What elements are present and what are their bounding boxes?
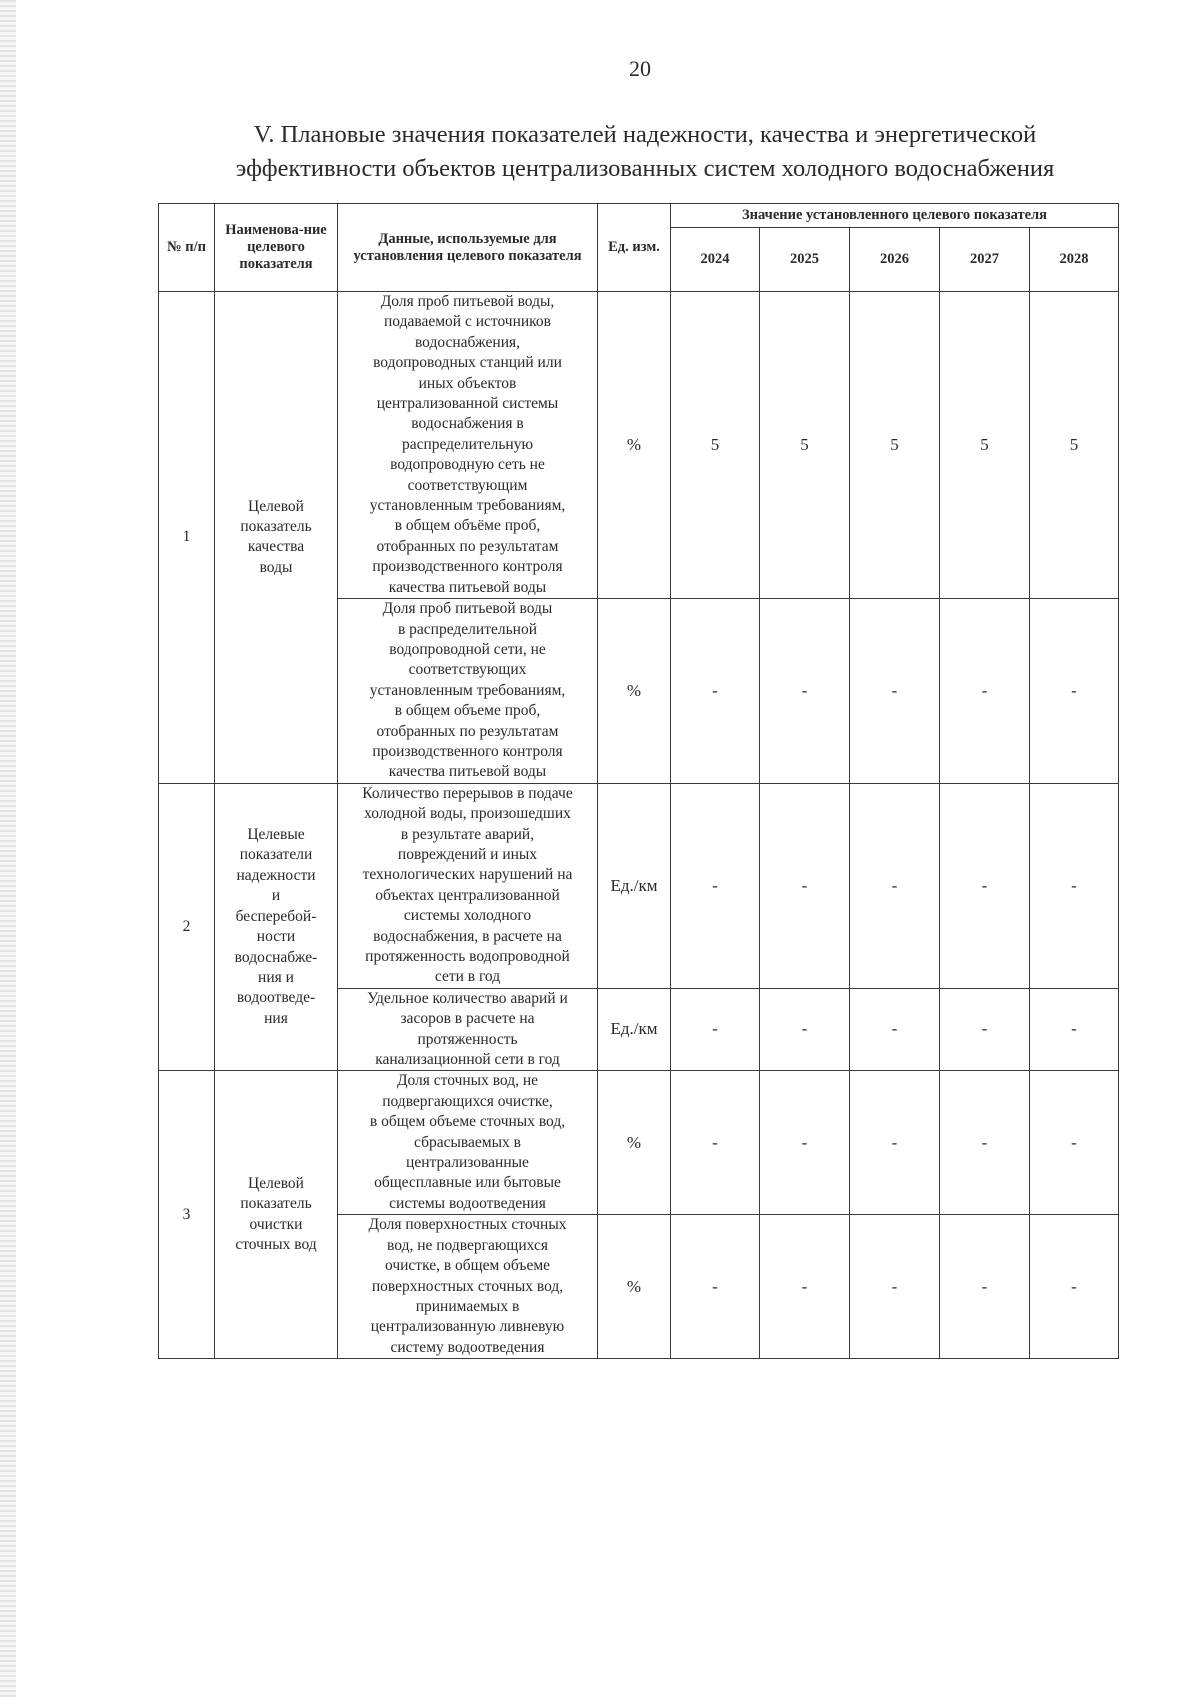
value-cell: -: [671, 783, 760, 988]
desc-line: в общем объеме проб,: [394, 702, 541, 720]
desc-line: качества питьевой воды: [388, 578, 547, 596]
desc-line: Количество перерывов в подаче: [362, 784, 573, 802]
desc-line: водоснабжения в: [411, 415, 524, 433]
desc-line: централизованные: [406, 1154, 529, 1172]
indicator-name-line: Целевые: [247, 826, 305, 844]
desc-line: системы водоотведения: [389, 1194, 546, 1212]
indicator-name-line: водоотведе-: [236, 989, 316, 1007]
value-cell: -: [760, 1071, 850, 1215]
indicator-name-line: надежности: [236, 866, 316, 884]
desc-line: водопроводных станций или: [373, 354, 562, 372]
desc-line: объектах централизованной: [375, 886, 560, 904]
desc-line: общесплавные или бытовые: [374, 1174, 561, 1192]
value-cell: -: [850, 599, 940, 784]
desc-line: сети в год: [434, 968, 501, 986]
desc-line: поверхностных сточных вод,: [371, 1277, 564, 1295]
value-cell: -: [940, 1071, 1030, 1215]
value-cell: -: [760, 599, 850, 784]
desc-line: засоров в расчете на: [400, 1010, 535, 1028]
desc-line: водопроводной сети, не: [389, 640, 546, 658]
desc-line: систему водоотведения: [390, 1338, 545, 1356]
header-year: 2027: [940, 228, 1030, 292]
indicator-description: [338, 292, 598, 599]
table-row: [159, 1071, 1119, 1215]
indicator-name-line: показатель: [240, 1195, 312, 1213]
indicator-description: [338, 1071, 598, 1215]
value-cell: -: [760, 783, 850, 988]
unit-cell: Ед./км: [598, 988, 671, 1071]
desc-line: в общем объёме проб,: [394, 517, 541, 535]
value-cell: -: [850, 783, 940, 988]
desc-line: сбрасываемых в: [414, 1133, 521, 1151]
header-year: 2024: [671, 228, 760, 292]
targets-table: [158, 203, 1119, 1359]
header-unit: Ед. изм.: [598, 204, 671, 292]
value-cell: 5: [940, 292, 1030, 599]
value-cell: -: [850, 1071, 940, 1215]
value-cell: -: [671, 988, 760, 1071]
indicator-name-line: ния: [264, 1009, 288, 1027]
desc-line: производственного контроля: [372, 558, 563, 576]
desc-line: Доля проб питьевой воды,: [380, 293, 555, 310]
desc-line: производственного контроля: [372, 742, 563, 760]
value-cell: -: [760, 988, 850, 1071]
value-cell: -: [760, 1215, 850, 1359]
indicator-name-line: показатель: [240, 517, 312, 535]
value-cell: -: [940, 988, 1030, 1071]
desc-line: в результате аварий,: [400, 825, 535, 843]
desc-line: системы холодного: [403, 907, 532, 925]
desc-line: Удельное количество аварий и: [367, 989, 568, 1007]
desc-line: холодной воды, произошедших: [364, 805, 571, 823]
unit-cell: %: [598, 292, 671, 599]
desc-line: качества питьевой воды: [388, 763, 547, 781]
indicator-name-line: и: [271, 887, 281, 905]
value-cell: -: [940, 599, 1030, 784]
desc-line: водоснабжения, в расчете на: [373, 927, 562, 945]
header-name: Наименова-ние целевого показателя: [215, 204, 338, 292]
desc-line: канализационной сети в год: [375, 1051, 560, 1069]
header-value-group: Значение установленного целевого показателя: [671, 204, 1119, 228]
table-row: [159, 783, 1119, 988]
value-cell: -: [1030, 1071, 1119, 1215]
desc-line: Доля проб питьевой воды: [382, 600, 553, 618]
desc-line: установленным требованиям,: [369, 681, 566, 699]
value-cell: 5: [1030, 292, 1119, 599]
value-cell: -: [1030, 1215, 1119, 1359]
desc-line: водопроводную сеть не: [390, 456, 545, 474]
header-year: 2028: [1030, 228, 1119, 292]
indicator-name-line: Целевой: [248, 497, 304, 515]
desc-line: Доля сточных вод, не: [396, 1072, 539, 1090]
section-title-line: V. Плановые значения показателей надежности, качества и энергетической: [253, 121, 1037, 148]
desc-line: отобранных по результатам: [376, 722, 559, 740]
desc-line: Доля поверхностных сточных: [368, 1216, 567, 1234]
header-year: 2025: [760, 228, 850, 292]
desc-line: в общем объеме сточных вод,: [369, 1113, 566, 1131]
header-data: Данные, используемые для установления целевого показателя: [338, 204, 598, 292]
indicator-name-line: очистки: [249, 1215, 303, 1233]
indicator-name-line: сточных вод: [235, 1236, 317, 1254]
row-num: 2: [159, 783, 215, 1071]
row-num: 1: [159, 292, 215, 784]
indicator-name: [215, 292, 338, 784]
desc-line: повреждений и иных: [397, 845, 538, 863]
desc-line: вод, не подвергающихся: [387, 1236, 548, 1254]
desc-line: принимаемых в: [415, 1297, 520, 1315]
value-cell: -: [671, 1215, 760, 1359]
scan-edge-artifact: [0, 0, 16, 1697]
indicator-name: [215, 783, 338, 1071]
indicator-description: [338, 783, 598, 988]
indicator-name-line: Целевой: [248, 1174, 304, 1192]
desc-line: установленным требованиям,: [369, 497, 566, 515]
desc-line: централизованной системы: [376, 395, 559, 413]
value-cell: 5: [850, 292, 940, 599]
indicator-description: [338, 1215, 598, 1359]
desc-line: централизованную ливневую: [370, 1318, 565, 1336]
header-num: № п/п: [159, 204, 215, 292]
indicator-name: [215, 1071, 338, 1359]
value-cell: -: [850, 1215, 940, 1359]
desc-line: отобранных по результатам: [376, 537, 559, 555]
indicator-name-line: качества: [247, 538, 305, 556]
value-cell: 5: [671, 292, 760, 599]
indicator-name-line: ности: [256, 928, 296, 946]
unit-cell: %: [598, 599, 671, 784]
header-year: 2026: [850, 228, 940, 292]
desc-line: распределительную: [401, 435, 534, 453]
indicator-name-line: показатели: [239, 846, 313, 864]
table-row: [159, 292, 1119, 599]
value-cell: -: [671, 1071, 760, 1215]
row-num: 3: [159, 1071, 215, 1359]
value-cell: -: [850, 988, 940, 1071]
indicator-description: [338, 988, 598, 1071]
desc-line: в распределительной: [397, 620, 537, 638]
desc-line: подаваемой с источников: [383, 313, 551, 331]
desc-line: иных объектов: [418, 374, 517, 392]
desc-line: водоснабжения,: [414, 333, 521, 351]
desc-line: протяженность водопроводной: [365, 948, 570, 965]
desc-line: технологических нарушений на: [362, 866, 573, 884]
indicator-name-line: ния и: [258, 968, 294, 986]
value-cell: -: [940, 1215, 1030, 1359]
page-number: 20: [629, 56, 651, 81]
indicator-name-line: воды: [259, 558, 293, 576]
desc-line: очистке, в общем объеме: [384, 1257, 551, 1275]
desc-line: протяженность: [417, 1030, 518, 1048]
value-cell: 5: [760, 292, 850, 599]
unit-cell: %: [598, 1215, 671, 1359]
value-cell: -: [1030, 783, 1119, 988]
unit-cell: %: [598, 1071, 671, 1215]
value-cell: -: [1030, 599, 1119, 784]
desc-line: подвергающихся очистке,: [382, 1092, 553, 1110]
unit-cell: Ед./км: [598, 783, 671, 988]
desc-line: соответствующих: [408, 661, 527, 679]
indicator-description: [338, 599, 598, 784]
value-cell: -: [671, 599, 760, 784]
value-cell: -: [940, 783, 1030, 988]
indicator-name-line: бесперебой-: [235, 907, 317, 925]
indicator-name-line: водоснабже-: [234, 948, 318, 966]
section-title: [160, 118, 1130, 186]
desc-line: соответствующим: [407, 476, 528, 494]
value-cell: -: [1030, 988, 1119, 1071]
section-title-line: эффективности объектов централизованных систем холодного водоснабжения: [235, 155, 1055, 182]
